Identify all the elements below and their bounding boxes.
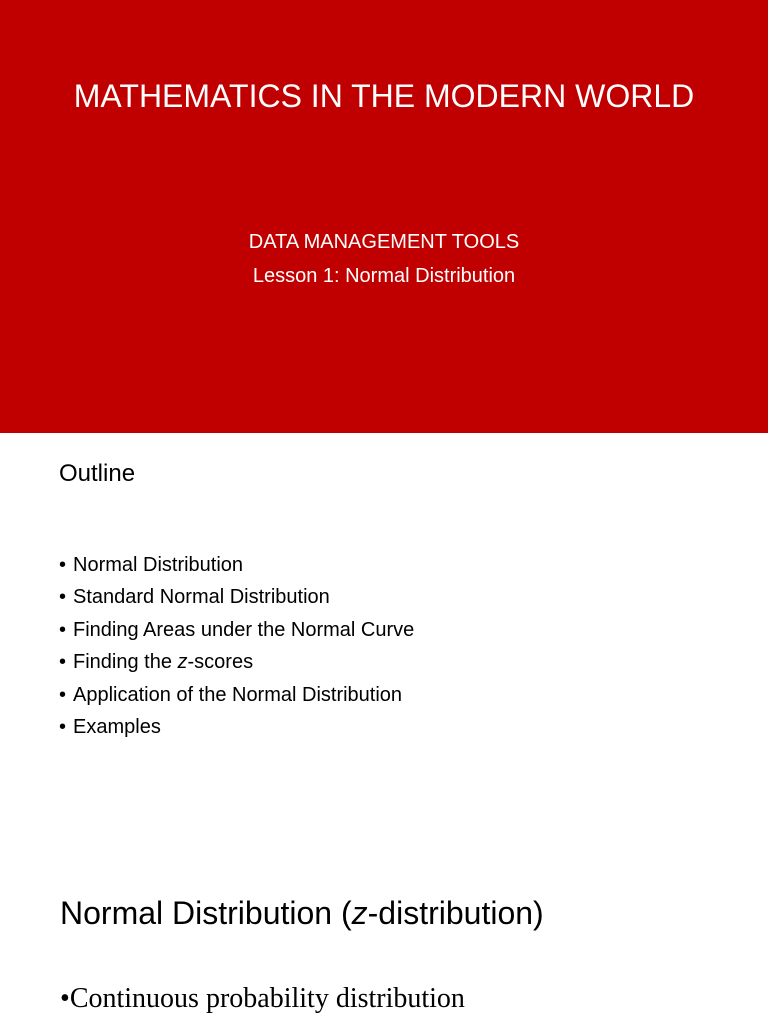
outline-item-text: Normal Distribution [73, 554, 244, 576]
outline-list [59, 549, 414, 743]
slide-main-title: MATHEMATICS IN THE MODERN WORLD [73, 78, 695, 114]
outline-item-text-italic: z [177, 651, 188, 674]
outline-item-application [59, 679, 414, 711]
heading-text-italic: z [351, 895, 368, 931]
bullet-text: Continuous probability distribution [69, 983, 465, 1014]
heading-text-pre: Normal Distribution ( [60, 895, 352, 931]
outline-item-finding-areas [59, 614, 414, 646]
outline-item-text: Standard Normal Distribution [73, 586, 330, 609]
outline-item-finding-z-scores [59, 646, 414, 678]
slide-subtitle-lesson: Lesson 1: Normal Distribution [252, 265, 516, 287]
bullet-icon: • [59, 554, 67, 576]
outline-heading: Outline [59, 460, 136, 487]
outline-item-examples [59, 711, 414, 743]
outline-item-text-post: -scores [187, 651, 254, 674]
outline-item-text: Examples [73, 715, 161, 738]
outline-item-standard-normal [59, 581, 414, 613]
outline-item-text: Finding Areas under the Normal Curve [73, 618, 415, 641]
bullet-icon: • [59, 651, 67, 674]
outline-item-text: Application of the Normal Distribution [73, 683, 403, 706]
outline-item-normal-distribution [59, 549, 414, 581]
normal-distribution-heading [60, 893, 544, 933]
bullet-icon: • [60, 983, 70, 1014]
bullet-icon: • [59, 618, 67, 641]
heading-text-post: -distribution) [367, 895, 544, 931]
bullet-icon: • [59, 586, 67, 609]
slide-subtitle-topic: DATA MANAGEMENT TOOLS [248, 231, 520, 253]
title-slide [0, 0, 768, 433]
outline-slide [0, 433, 768, 813]
normal-distribution-bullet [60, 981, 465, 1017]
bullet-icon: • [59, 715, 67, 738]
normal-distribution-slide [0, 813, 768, 1024]
outline-item-text-pre: Finding the [73, 651, 178, 674]
bullet-icon: • [59, 683, 67, 706]
